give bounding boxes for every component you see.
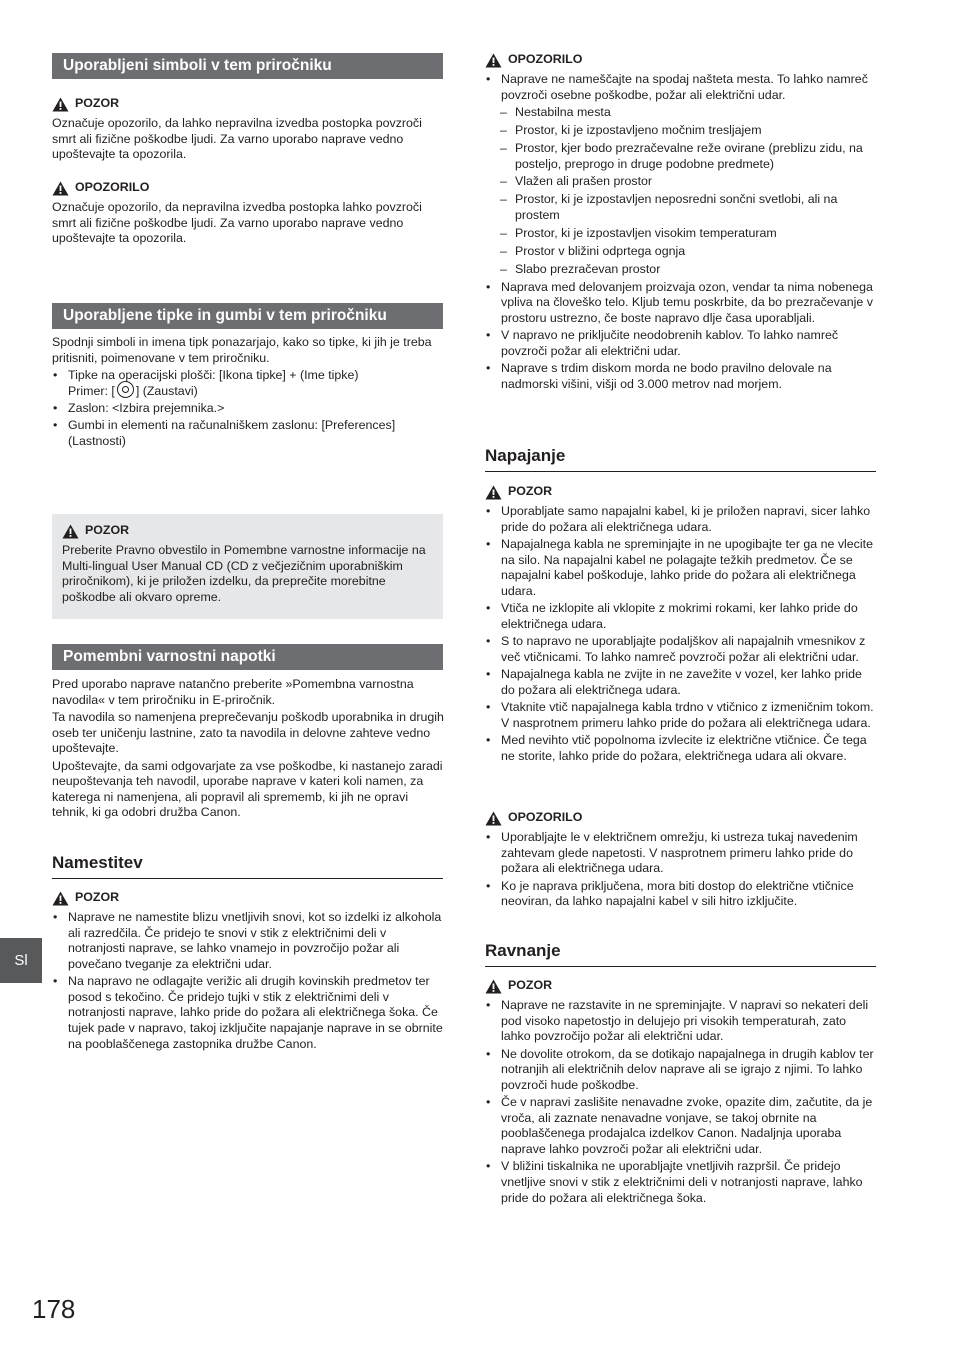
list-item: • Gumbi in elementi na računalniškem zaslonu: [Preferences] (Lastnosti) [52,418,444,449]
safety-paragraph: Pred uporabo naprave natančno preberite »Pomembna varnostna navodila« v tem priročniku in E-priročnik. [52,677,414,707]
list-item: • Napajalnega kabla ne zvijte in ne zavežite v vozel, ker lahko pride do požara ali električnega udara. [485,667,877,698]
pozor-description: Označuje opozorilo, da lahko nepravilna izvedba postopka povzroči smrt ali fizične poškodbe ljudi. Za varno uporabo naprave vedno upoštevajte ta opozorila. [52,116,422,162]
list-item: • Tipke na operacijski plošči: [Ikona tipke] + (Ime tipke) Primer: [ ] (Zaustavi) [52,368,444,399]
install-list [52,910,444,1052]
warning-triangle-icon [62,524,79,539]
list-item: • Uporabljajte le v električnem omrežju, ki ustreza tukaj navedenim zahtevam glede napetosti. V nasprotnem primeru lahko pride do požara ali električnega udara. [485,830,877,877]
notice-pozor-label: POZOR [62,523,433,539]
list-item: • V napravo ne priključite neodobrenih kablov. To lahko namreč povzroči požar ali električni udar. [485,328,877,359]
opozorilo-label: OPOZORILO [485,810,877,826]
top-warning-block [485,52,877,394]
symbols-opozorilo-block [52,180,444,247]
section-heading-handling: Ravnanje [485,941,876,967]
pozor-label: POZOR [52,890,444,906]
place-item: – Vlažen ali prašen prostor [485,174,877,190]
pozor-label: POZOR [485,978,877,994]
power-pozor-block [485,484,877,766]
list-item: • Med nevihto vtič popolnoma izvlecite iz električne vtičnice. Če tega ne storite, lahko pride do požara, električnega udara ali okvare. [485,733,877,764]
place-item: – Prostor, kjer bodo prezračevalne reže ovirane (preblizu zidu, na posteljo, preprogo in druge podobne predmete) [485,141,877,172]
list-item: • S to napravo ne uporabljajte podaljškov ali napajalnih vmesnikov z več vtičnicami. To lahko namreč povzroči požar ali električni udar. [485,634,877,665]
handling-list [485,998,877,1206]
safety-block [52,677,444,823]
list-item: • Ne dovolite otrokom, da se dotikajo napajalnega in drugih kablov ter notranjih ali električnih delov naprave ali se igrajo z njimi. To lahko povzroči hude poškodbe. [485,1047,877,1094]
place-item: – Prostor v bližini odprtega ognja [485,244,877,260]
list-item: • Naprave ne namestite blizu vnetljivih snovi, kot so izdelki iz alkohola ali razredčila. Če pridejo te snovi v stik z električnimi deli v notranjosti naprave, se lahko vnamejo in povzročijo požar ali povečano tveganje za električni udar. [52,910,444,972]
section-heading-keys: Uporabljene tipke in gumbi v tem priročniku [52,303,443,329]
section-heading-install: Namestitev [52,853,443,879]
place-item: – Prostor, ki je izpostavljen visokim temperaturam [485,226,877,242]
safety-paragraph: Ta navodila so namenjena preprečevanju poškodb uporabnika in drugih oseb ter uničenju lastnine, zato ta navodila in delovne zahteve vedno upoštevajte. [52,709,444,756]
language-tab: Sl [0,938,42,983]
warning-triangle-icon [485,485,502,500]
place-item: – Prostor, ki je izpostavljen neposredni sončni svetlobi, ali na prostem [485,192,877,223]
warning-triangle-icon [485,979,502,994]
keys-intro: Spodnji simboli in imena tipk ponazarjajo, kako so tipke, ki jih je treba pritisniti, poimenovane v tem priročniku. [52,335,432,365]
list-item: • V bližini tiskalnika ne uporabljajte vnetljivih razpršil. Če pridejo vnetljive snovi v stik z električnimi deli v notranjosti naprave, lahko pride do požara ali električnega šoka. [485,1159,877,1206]
list-item: • Ko je naprava priključena, mora biti dostop do električne vtičnice neoviran, da lahko napajalni kabel v sili hitro izključite. [485,879,877,910]
warning-triangle-icon [52,97,69,112]
list-item: • Vtiča ne izklopite ali vklopite z mokrimi rokami, ker lahko pride do električnega udara. [485,601,877,632]
warning-triangle-icon [485,811,502,826]
opozorilo-description: Označuje opozorilo, da nepravilna izvedba postopka lahko povzroči smrt ali fizične poškodbe ljudi. Za varno uporabo naprave vedno upoštevajte ta opozorila. [52,200,422,246]
power-opozorilo-block [485,810,877,912]
install-block [52,890,444,1054]
pozor-label: POZOR [485,484,877,500]
stop-key-icon [117,381,134,398]
notice-text: Preberite Pravno obvestilo in Pomembne varnostne informacije na Multi-lingual User Manual CD (CD z večjezičnim uporabniškim priročnikom), ki je priložen izdelku, da preprečite morebitne poškodbe ali okvaro opreme. [62,543,426,604]
warning-triangle-icon [485,53,502,68]
warning-list [485,72,877,392]
list-item: • Naprave ne razstavite in ne spreminjajte. V napravi so nekateri deli pod visoko napetostjo in delujejo pri visokih temperaturah, zato lahko povzročijo požar ali električni udar. [485,998,877,1045]
pozor-label: POZOR [52,96,444,112]
keys-block [52,335,444,451]
opozorilo-label: OPOZORILO [485,52,877,68]
list-item: • Naprave ne nameščajte na spodaj našteta mesta. To lahko namreč povzroči osebne poškodbe, požar ali električni udar. – Nestabilna mesta – Prostor, ki je izpostavljeno močnim tresljajem – Prostor, kjer bodo prezračevalne reže ovirane (preblizu zidu, na posteljo, preprogo in druge podobne predmete) – Vlažen ali prašen prostor – Prostor, ki je izpostavljen neposredni sončni svetlobi, ali na prostem – Prostor, ki je izpostavljen visokim temperaturam – Prostor v bližini odprtega ognja – Slabo prezračevan prostor [485,72,877,277]
warning-triangle-icon [52,181,69,196]
section-heading-power: Napajanje [485,446,876,472]
power-opozorilo-list [485,830,877,910]
section-heading-safety: Pomembni varnostni napotki [52,644,443,670]
place-item: – Nestabilna mesta [485,105,877,121]
notice-box [52,514,443,619]
list-item: • Na napravo ne odlagajte verižic ali drugih kovinskih predmetov ter posod s tekočino. Če pridejo tujki v stik z električnimi deli v notranjosti naprave, lahko pride do požara ali električnega šoka. Če tujek pade v napravo, takoj izključite napajanje naprave in se obrnite na pooblaščenega zastopnika družbe Canon. [52,974,444,1052]
list-item: • Če v napravi zaslišite nenavadne zvoke, opazite dim, začutite, da je vroča, ali zaznate nenavadne vonjave, se takoj obrnite na pooblaščenega prodajalca izdelkov Canon. Nadaljnja uporaba naprave lahko povzroči požar ali električni udar. [485,1095,877,1157]
place-item: – Prostor, ki je izpostavljeno močnim tresljajem [485,123,877,139]
warning-triangle-icon [52,891,69,906]
section-heading-symbols: Uporabljeni simboli v tem priročniku [52,53,443,79]
list-item: • Napajalnega kabla ne spreminjajte in ne upogibajte ter ga ne vlecite na silo. Na napajalni kabel ne polagajte težkih predmetov. Če se napajalni kabel poškoduje, lahko pride do požara ali električnega udara. [485,537,877,599]
list-item: • Naprava med delovanjem proizvaja ozon, vendar ta nima nobenega vpliva na človeško telo. Kljub temu poskrbite, da bo prezračevanje v prostoru ustrezno, če boste napravo dlje časa uporabljali. [485,280,877,327]
list-item: • Naprave s trdim diskom morda ne bodo pravilno delovale na nadmorski višini, višji od 3.000 metrov nad morjem. [485,361,877,392]
list-item: • Zaslon: <Izbira prejemnika.> [52,401,444,417]
place-item: – Slabo prezračevan prostor [485,262,877,278]
list-item: • Uporabljate samo napajalni kabel, ki je priložen napravi, sicer lahko pride do požara ali električnega udara. [485,504,877,535]
places-list [485,105,877,277]
handling-block [485,978,877,1208]
list-item: • Vtaknite vtič napajalnega kabla trdno v vtičnico z izmeničnim tokom. V nasprotnem primeru lahko pride do požara ali električnega udara. [485,700,877,731]
power-pozor-list [485,504,877,764]
opozorilo-label: OPOZORILO [52,180,444,196]
symbols-pozor-block [52,96,444,163]
keys-list [52,368,444,450]
page-number: 178 [32,1294,76,1324]
safety-paragraph: Upoštevajte, da sami odgovarjate za vse poškodbe, ki nastanejo zaradi neupoštevanja teh navodil, uporabe naprave v kateri koli namen, za katerega ni namenjena, ali popravil ali sprememb, ki jih ne opravi tehnik, ki ga odobri družba Canon. [52,758,443,820]
